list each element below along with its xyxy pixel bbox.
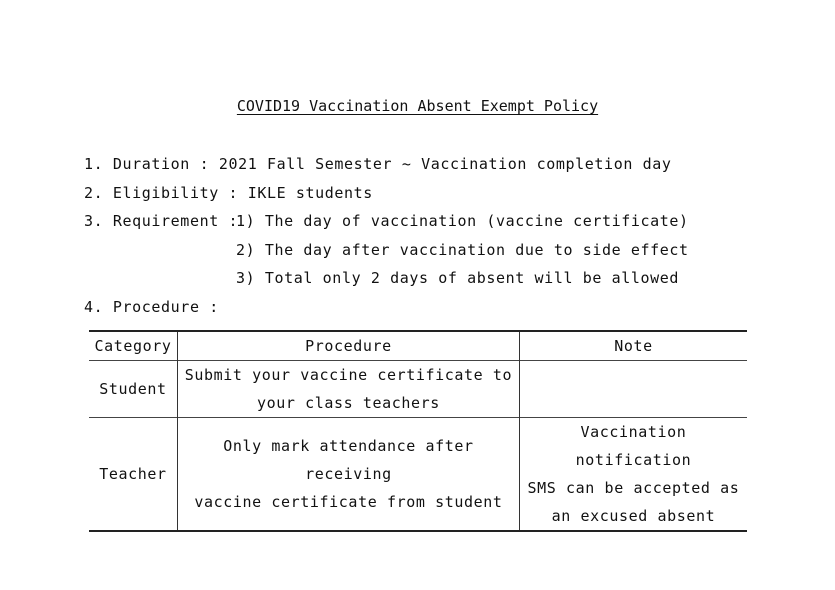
requirement-item-1: 1) The day of vaccination (vaccine certificate): [236, 212, 689, 230]
document-title: COVID19 Vaccination Absent Exempt Policy: [236, 97, 599, 115]
procedure-student-line-2: your class teachers: [256, 394, 440, 412]
procedure-line: 4. Procedure :: [84, 298, 219, 316]
header-procedure: Procedure: [177, 331, 519, 361]
requirement-item-3: 3) Total only 2 days of absent will be allowed: [236, 269, 680, 287]
note-teacher-line-3: an excused absent: [551, 507, 716, 525]
requirement-item-2: 2) The day after vaccination due to side effect: [236, 241, 689, 259]
note-teacher-line-2: SMS can be accepted as: [527, 479, 740, 497]
cell-category-teacher: Teacher: [89, 418, 177, 532]
procedure-teacher-line-1: Only mark attendance after receiving: [223, 437, 474, 483]
table-row-teacher: [89, 418, 747, 532]
header-category: Category: [89, 331, 177, 361]
procedure-table: [89, 330, 747, 532]
table-header-row: [89, 331, 747, 361]
procedure-teacher-line-2: vaccine certificate from student: [194, 493, 503, 511]
procedure-student-line-1: Submit your vaccine certificate to: [184, 366, 513, 384]
eligibility-line: 2. Eligibility : IKLE students: [84, 184, 373, 202]
cell-procedure-student: [177, 361, 519, 418]
table-row-student: [89, 361, 747, 418]
note-teacher-line-1: Vaccination notification: [575, 423, 692, 469]
header-note: Note: [519, 331, 747, 361]
cell-note-teacher: [519, 418, 747, 532]
cell-category-student: Student: [89, 361, 177, 418]
duration-line: 1. Duration : 2021 Fall Semester ~ Vaccination completion day: [84, 155, 672, 173]
cell-note-student: [519, 361, 747, 418]
cell-procedure-teacher: [177, 418, 519, 532]
requirement-label: 3. Requirement :: [84, 212, 248, 230]
